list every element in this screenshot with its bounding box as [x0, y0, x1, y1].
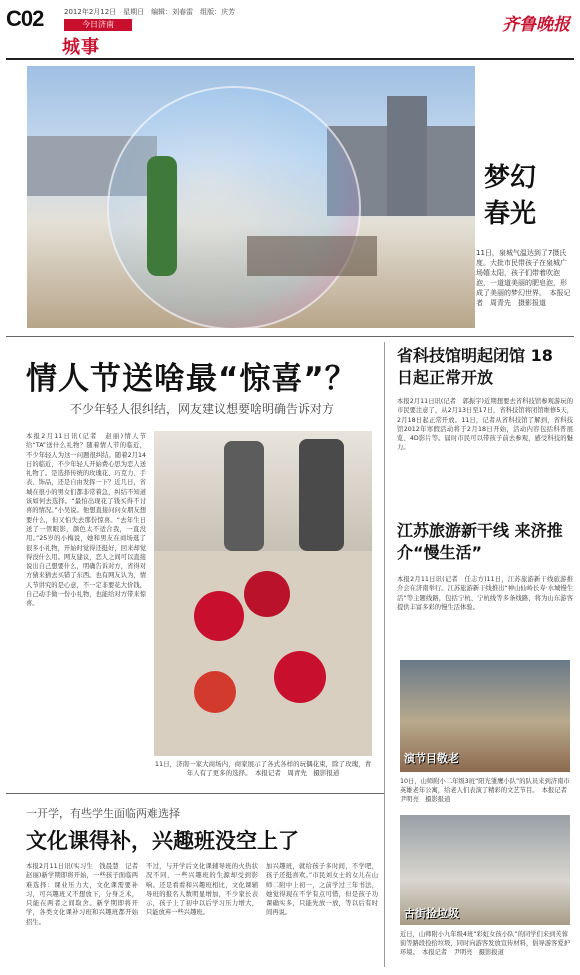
top-rule — [6, 58, 574, 60]
valentine-photo — [154, 431, 372, 756]
section-name: 城事 — [62, 37, 100, 58]
column-rule — [384, 342, 385, 967]
jiangsu-tourism-body: 本报2月11日讯(记者 任志方)11日，江苏旅游新干线旅游推介会在济南举行。江苏旅游新干线推出“神山仙岭长寿·水城慢生活”等主题线路，包括宁杭、宁杭线等多条线路，将为山东游客提供丰富多彩的慢生活体验。 — [397, 576, 573, 611]
story-column-2: 不过，与开学后文化课辅导班的火热状况不同，一些兴趣班的生源却受到影响。还是看看和兴趣班相比，文化课辅导班的报名人数明显增加，不少家长表示，孩子上了初中以后学习压力增大，只能放弃一些兴趣班。 — [146, 863, 258, 917]
photo-caption: 10日，山师附小二年级3班“阳光雏鹰小队”的队员来到济南市英雄老年公寓，给老人们表演了精彩的文艺节目。 本报记者 尹明亮 摄影报道 — [400, 778, 574, 803]
main-article-body: 本报2月11日讯(记者 赵丽)情人节给“TA”送什么礼物？随着情人节的临近，不少年轻人为这一问题很纠结。随着2月14日的临近，不少年轻人开始费心思为恋人送礼物了。是选择传统的玫瑰花、巧克力、手表、饰品，还是自由发挥一下？近几日，省城在很小的男女们都非常着急，纠结不知道该如何去选择。“最怕出现花了钱买得不讨喜的情况。”小吴说。他想直接问问女朋友想要什么，但又怕失去那份惊喜。“去年生日送了一管眼影，颜色太不适合我，一直没用。”25岁的小梅说，她和男友在商场逛了很多小礼物，开始时觉得还挺好，回来却觉得没什么用。网友建议，恋人之间可以直接说出自己想要什么，明确告诉对方，省得对方猜来猜去买错了东西。也有网友认为，情人节讲究的是心意，不一定非要花大价钱，自己动手做一份小礼物，也能给对方带来惊喜。 — [26, 433, 146, 608]
story-column-3: 加兴趣班，就给孩子多时间，不学吧，孩子还挺喜欢。”市民刘女士的女儿在山师二附中上初一，之前学过三年书法，她觉得现在不学有点可惜，但是孩子功课确实多，只能先放一放，等以后有时间再说。 — [266, 863, 378, 917]
litter-pickup-photo — [400, 815, 570, 925]
photo-caption: 11日，济南一家大商场内，商家展示了各式各样的玩偶花束，除了玫瑰，青年人有了更多的选择。 本报记者 周青先 摄影报道 — [154, 760, 372, 777]
photo-label: 古街捡垃圾 — [404, 907, 459, 920]
page-number: C02 — [6, 6, 44, 31]
newspaper-logo: 齐鲁晚报 — [502, 15, 570, 35]
jiangsu-tourism-headline: 江苏旅游新干线 来济推介“慢生活” — [397, 521, 563, 562]
photo-label: 演节目敬老 — [404, 752, 459, 765]
section-rule — [6, 793, 384, 794]
photo-caption: 11日，泉城气温达到了7摄氏度。大批市民带孩子在泉城广场嬉太阳，孩子们带着吹泡泡，一道道美丽的肥皂泡，形成了美丽的梦幻世界。 本报记者 周青先 摄影报道 — [476, 249, 571, 307]
masthead — [0, 0, 580, 58]
story-column-1: 本报2月11日讯(实习生 钱晨慧 记者 赵丽)新学期即将开始，一些孩子面临两难选择：课业压力大，文化课需要补习，可兴趣班又不想放下，分身乏术，只能在两者之间取舍。新学期即将开学，各类文化课补习班和兴趣班都开始招生。 — [26, 863, 145, 926]
photo-title-line1: 梦幻 — [483, 163, 536, 193]
photo-title — [465, 160, 555, 232]
photo-title-line2: 春光 — [483, 199, 536, 229]
section-tag: 今日济南 — [64, 19, 132, 31]
issue-meta: 2012年2月12日 星期日 编辑：刘春雷 组版：庆芳 — [64, 8, 236, 16]
science-museum-headline: 省科技馆明起闭馆 18日起正常开放 — [397, 346, 553, 387]
bubble-photo — [27, 66, 475, 328]
story-headline: 文化课得补，兴趣班没空上了 — [26, 829, 299, 853]
photo-caption: 近日，山师附小九年级4班“彩虹女孩小队”的同学们来到芙蓉街等路段捡拾垃圾，同时向游客发放宣传材料，倡导游客爱护环境。 本报记者 尹明亮 摄影报道 — [400, 931, 571, 956]
science-museum-body: 本报2月11日讯(记者 郭振宇)近期想要去省科技馆参观游玩的市民要注意了，从2月13日至17日，省科技馆将闭馆维修5天，2月18日起正常开放。11日，记者从省科技馆了解到，省科技馆2012年寒假活动将于2月18日开始，活动内容包括科普展览、4D影片等。届时市民可以带孩子前去参观，感受科技的魅力。 — [397, 398, 573, 452]
soap-bubble — [107, 86, 361, 328]
elderly-performance-photo — [400, 660, 570, 772]
section-rule — [6, 336, 574, 337]
story-kicker: 一开学，有些学生面临两难选择 — [26, 807, 180, 820]
main-subheadline: 不少年轻人很纠结，网友建议想要啥明确告诉对方 — [70, 402, 335, 416]
main-headline: 情人节送啥最“惊喜”？ — [26, 361, 357, 397]
